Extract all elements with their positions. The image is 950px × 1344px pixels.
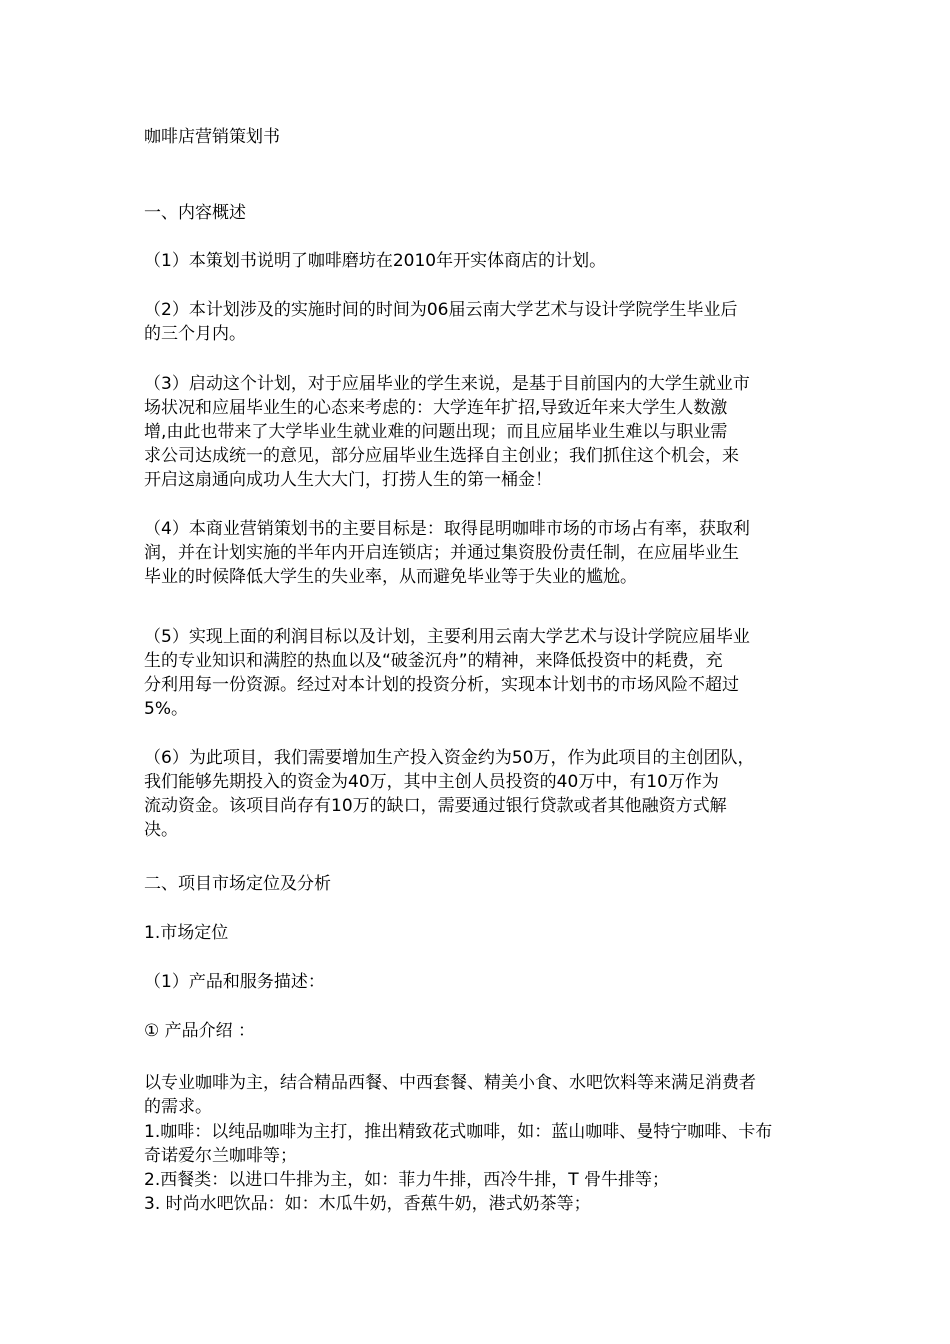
subheading-product-service: （1）产品和服务描述： (144, 972, 325, 992)
section-heading-overview: 一、内容概述 (144, 203, 246, 223)
paragraph-item-4: （4）本商业营销策划书的主要目标是：取得昆明咖啡市场的市场占有率，获取利 润，并在计划实施的半年内开启连锁店；并通过集资股份责任制，在应届毕业生 毕业的时候降低大学生的失业率，从而避免毕业等于失业的尴尬。 (144, 519, 750, 587)
subheading-market-positioning: 1.市场定位 (144, 923, 229, 943)
list-item-coffee: 1.咖啡：以纯品咖啡为主打，推出精致花式咖啡，如：蓝山咖啡、曼特宁咖啡、卡布 奇诺爱尔兰咖啡等； (144, 1122, 773, 1166)
paragraph-item-2: （2）本计划涉及的实施时间的时间为06届云南大学艺术与设计学院学生毕业后 的三个月内。 (144, 300, 738, 344)
paragraph-item-6: （6）为此项目，我们需要增加生产投入资金约为50万，作为此项目的主创团队， 我们能够先期投入的资金为40万，其中主创人员投资的40万中，有10万作为 流动资金。该项目尚存有10万的缺口，需要通过银行贷款或者其他融资方式解 决。 (144, 748, 755, 840)
subheading-product-intro: ① 产品介绍 ： (144, 1021, 256, 1041)
list-item-drinks: 3. 时尚水吧饮品：如：木瓜牛奶，香蕉牛奶，港式奶茶等； (144, 1194, 591, 1214)
paragraph-item-3: （3）启动这个计划，对于应届毕业的学生来说，是基于目前国内的大学生就业市 场状况和应届毕业生的心态来考虑的：大学连年扩招,导致近年来大学生人数激 增,由此也带来了大学毕业生就业难的问题出现；而且应届毕业生难以与职业需 求公司达成统一的意见，部分应届毕业生选择自主创业；我们抓住这个机会，来 开启这扇通向成功人生大大门，打捞人生的第一桶金！ (144, 374, 750, 490)
document-title: 咖啡店营销策划书 (144, 127, 280, 147)
paragraph-item-1: （1）本策划书说明了咖啡磨坊在2010年开实体商店的计划。 (144, 251, 607, 271)
product-intro-text: 以专业咖啡为主，结合精品西餐、中西套餐、精美小食、水吧饮料等来满足消费者 的需求。 (144, 1073, 756, 1117)
paragraph-item-5: （5）实现上面的利润目标以及计划，主要利用云南大学艺术与设计学院应届毕业 生的专业知识和满腔的热血以及“破釜沉舟”的精神，来降低投资中的耗费，充 分利用每一份资源。经过对本计划的投资分析，实现本计划书的市场风险不超过 5%。 (144, 627, 750, 719)
list-item-western-food: 2.西餐类：以进口牛排为主，如：菲力牛排，西冷牛排，T 骨牛排等； (144, 1170, 670, 1190)
section-heading-market: 二、项目市场定位及分析 (144, 874, 331, 894)
